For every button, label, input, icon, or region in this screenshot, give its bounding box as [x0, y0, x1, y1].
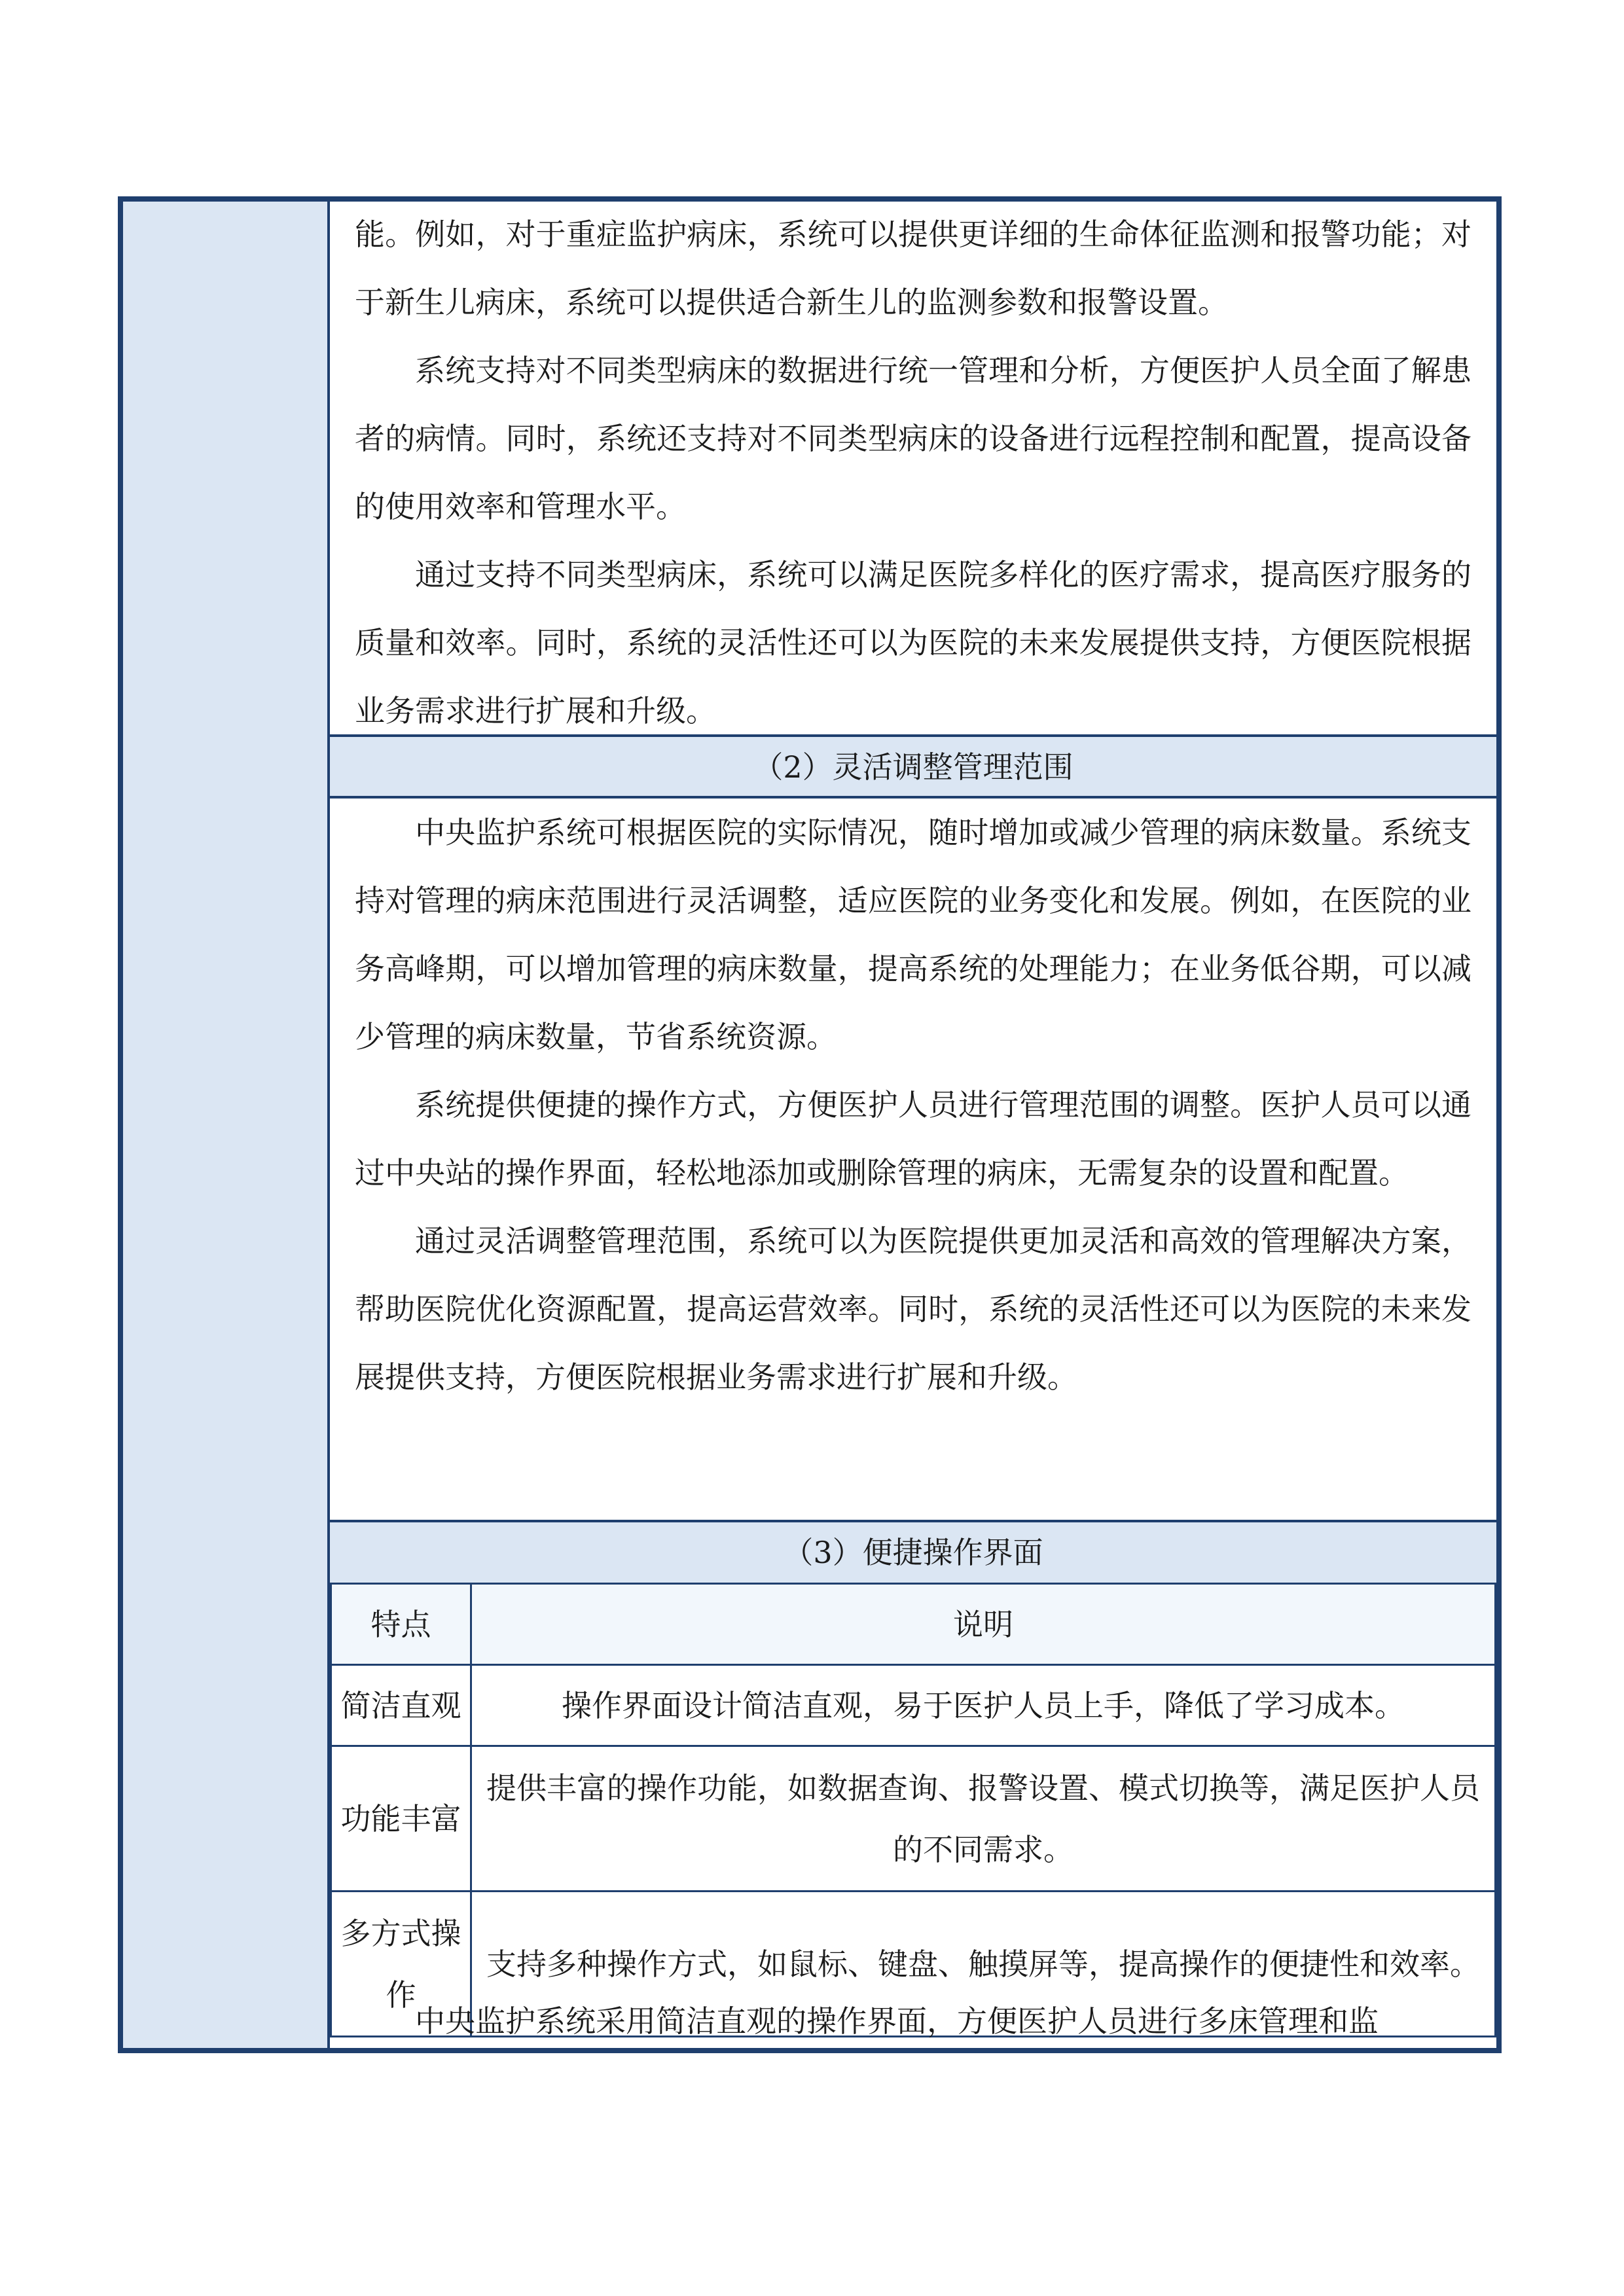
- table-row: [331, 1665, 1496, 1746]
- paragraph: 通过灵活调整管理范围，系统可以为医院提供更加灵活和高效的管理解决方案，帮助医院优化资源配置，提高运营效率。同时，系统的灵活性还可以为医院的未来发展提供支持，方便医院根据业务需求进行扩展和升级。: [355, 1223, 1471, 1395]
- left-label-column: [123, 202, 330, 2048]
- intro-text-block: [330, 200, 1496, 733]
- closing-paragraph: 中央监护系统采用简洁直观的操作界面，方便医护人员进行多床管理和监: [415, 2003, 1379, 2039]
- description-cell: 提供丰富的操作功能，如数据查询、报警设置、模式切换等，满足医护人员的不同需求。: [471, 1746, 1496, 1892]
- section-2-title: （2）灵活调整管理范围: [330, 737, 1496, 797]
- paragraph: 系统提供便捷的操作方式，方便医护人员进行管理范围的调整。医护人员可以通过中央站的操作界面，轻松地添加或删除管理的病床，无需复杂的设置和配置。: [355, 1087, 1471, 1191]
- paragraph: 中央监护系统可根据医院的实际情况，随时增加或减少管理的病床数量。系统支持对管理的病床范围进行灵活调整，适应医院的业务变化和发展。例如，在医院的业务高峰期，可以增加管理的病床数量，提高系统的处理能力；在业务低谷期，可以减少管理的病床数量，节省系统资源。: [355, 815, 1471, 1054]
- paragraph: 能。例如，对于重症监护病床，系统可以提供更详细的生命体征监测和报警功能；对于新生儿病床，系统可以提供适合新生儿的监测参数和报警设置。: [355, 217, 1471, 320]
- table-row: [331, 1746, 1496, 1892]
- feature-cell: 功能丰富: [331, 1746, 471, 1892]
- paragraph: 通过支持不同类型病床，系统可以满足医院多样化的医疗需求，提高医疗服务的质量和效率。同时，系统的灵活性还可以为医院的未来发展提供支持，方便医院根据业务需求进行扩展和升级。: [355, 557, 1471, 728]
- content-column: [330, 202, 1496, 2048]
- paragraph: 系统支持对不同类型病床的数据进行统一管理和分析，方便医护人员全面了解患者的病情。同时，系统还支持对不同类型病床的设备进行远程控制和配置，提高设备的使用效率和管理水平。: [355, 353, 1471, 524]
- feature-cell: 多方式操作: [331, 1892, 471, 2037]
- header-description: 说明: [471, 1584, 1496, 1665]
- section-3-title: （3）便捷操作界面: [330, 1522, 1496, 1583]
- description-cell: 操作界面设计简洁直观，易于医护人员上手，降低了学习成本。: [471, 1665, 1496, 1746]
- header-feature: 特点: [331, 1584, 471, 1665]
- table-header-row: [331, 1584, 1496, 1665]
- document-frame: [118, 196, 1502, 2053]
- description-cell: 支持多种操作方式，如鼠标、键盘、触摸屏等，提高操作的便捷性和效率。: [471, 1892, 1496, 2037]
- features-table: [330, 1583, 1496, 2037]
- section-2-text: [330, 798, 1496, 1518]
- feature-cell: 简洁直观: [331, 1665, 471, 1746]
